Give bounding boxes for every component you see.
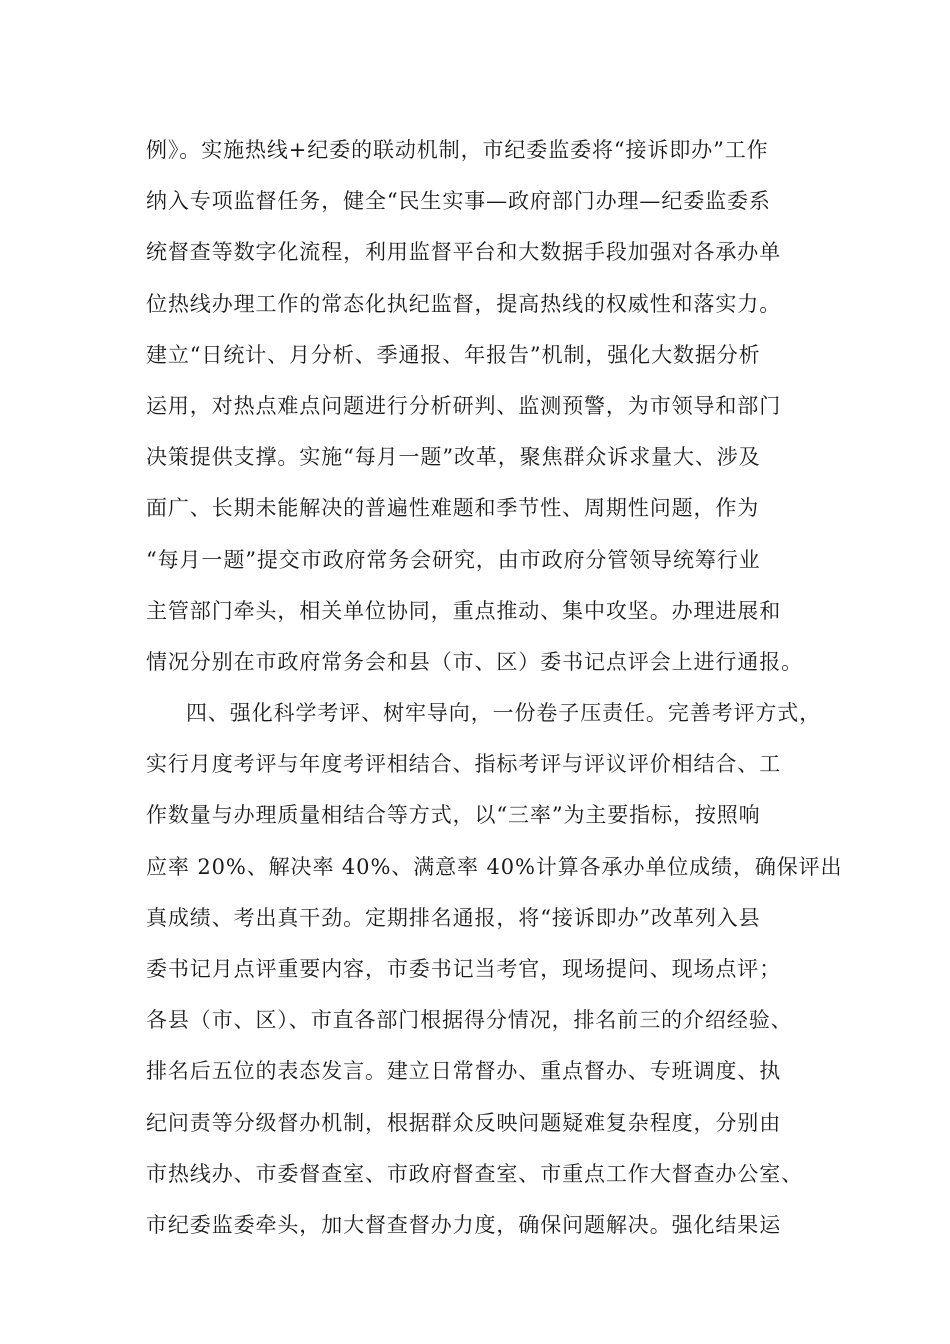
text-line: 真成绩、考出真干劲。定期排名通报，将“接诉即办”改革列入县 xyxy=(146,905,761,930)
text-line: 面广、长期未能解决的普遍性难题和季节性、周期性问题，作为 xyxy=(146,496,760,521)
text-line: “每月一题”提交市政府常务会研究，由市政府分管领导统筹行业 xyxy=(146,547,761,572)
text-line: 决策提供支撑。实施“每月一题”改革，聚焦群众诉求量大、涉及 xyxy=(146,445,761,470)
text-line: 应率 20%、解决率 40%、满意率 40%计算各承办单位成绩，确保评出 xyxy=(146,854,843,879)
text-line: 纳入专项监督任务，健全“民生实事—政府部门办理—纪委监委系 xyxy=(146,189,771,214)
text-line: 纪问责等分级督办机制，根据群众反映问题疑难复杂程度，分别由 xyxy=(146,1110,782,1135)
section-heading-line: 四、强化科学考评、树牢导向，一份卷子压责任。完善考评方式， xyxy=(186,701,822,726)
text-line: 建立“日统计、月分析、季通报、年报告”机制，强化大数据分析 xyxy=(146,342,761,367)
text-line: 运用，对热点难点问题进行分析研判、监测预警，为市领导和部门 xyxy=(146,393,782,418)
text-line: 位热线办理工作的常态化执纪监督，提高热线的权威性和落实力。 xyxy=(146,291,782,316)
text-line: 委书记月点评重要内容，市委书记当考官，现场提问、现场点评； xyxy=(146,957,782,981)
body-text xyxy=(146,129,843,1255)
text-line: 市热线办、市委督查室、市政府督查室、市重点工作大督查办公室、 xyxy=(146,1161,803,1186)
text-line: 统督查等数字化流程，利用监督平台和大数据手段加强对各承办单 xyxy=(146,240,782,265)
text-line: 排名后五位的表态发言。建立日常督办、重点督办、专班调度、执 xyxy=(146,1059,782,1084)
text-line: 例》。实施热线+纪委的联动机制，市纪委监委将“接诉即办”工作 xyxy=(146,138,769,162)
text-line: 市纪委监委牵头，加大督查督办力度，确保问题解决。强化结果运 xyxy=(146,1212,782,1237)
text-line: 作数量与办理质量相结合等方式，以“三率”为主要指标，按照响 xyxy=(146,803,761,828)
text-line: 主管部门牵头，相关单位协同，重点推动、集中攻坚。办理进展和 xyxy=(146,598,782,623)
text-line: 各县（市、区）、市直各部门根据得分情况，排名前三的介绍经验、 xyxy=(146,1008,793,1033)
text-line: 实行月度考评与年度考评相结合、指标考评与评议评价相结合、工 xyxy=(146,752,782,777)
text-line: 情况分别在市政府常务会和县（市、区）委书记点评会上进行通报。 xyxy=(146,649,803,674)
